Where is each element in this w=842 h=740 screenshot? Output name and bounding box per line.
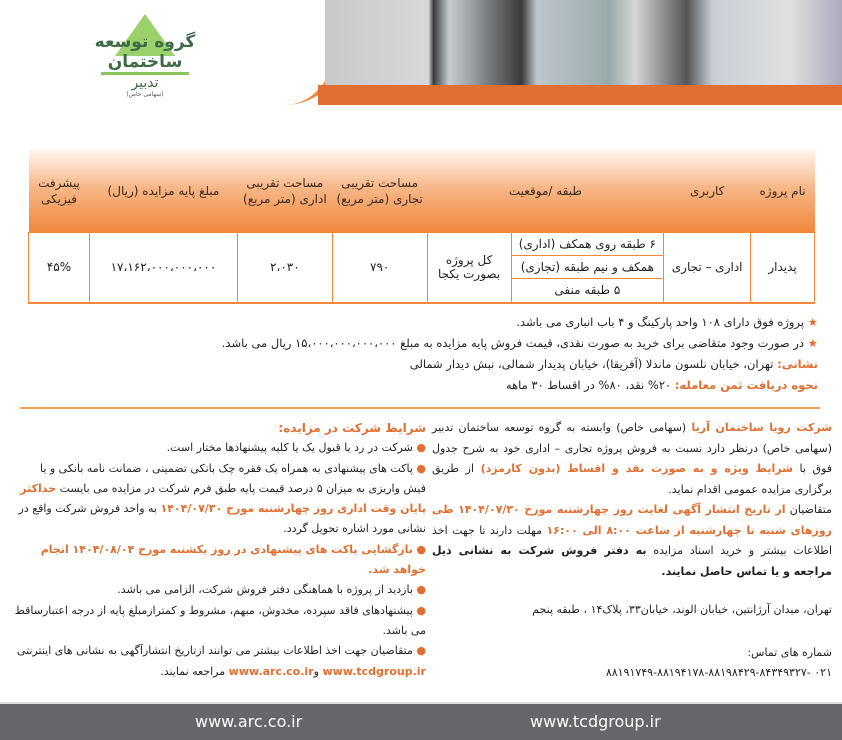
office-address: تهران، میدان آرژانتین، خیابان الوند، خیابان۳۳، پلاک۱۴ ، طبقه پنجم	[532, 603, 832, 616]
floor-item: ۶ طبقه روی همکف (اداری)	[512, 233, 664, 256]
deadline: از تاریخ انتشار آگهی لغایت روز چهارشنبه مورخ ۱۴۰۴/۰۷/۳۰ طی روزهای شنبه تا چهارشنبه از ساعت ۸:۰۰ الی ۱۶:۰۰	[432, 503, 832, 537]
header-commercial-area: مساحت تقریبی تجاری (متر مربع)	[332, 150, 427, 232]
opening-date: بازگشایی پاکت های پیشنهادی در روز یکشنبه مورخ ۱۴۰۴/۰۸/۰۴ انجام خواهد شد.	[40, 542, 426, 577]
deadline: حداکثر پایان وقت اداری روز چهارشنبه مورخ ۱۴۰۴/۰۷/۳۰	[20, 481, 426, 516]
arc-link[interactable]: www.arc.co.ir	[228, 664, 314, 678]
bullet-icon: ●	[412, 542, 426, 556]
cell-usage: اداری – تجاری	[664, 232, 751, 303]
cell-floors	[511, 232, 664, 303]
desc-text: از طریق برگزاری مزایده عمومی اقدام نماید.	[432, 462, 832, 496]
project-table	[28, 150, 815, 304]
logo-subtext: تدبیر	[101, 72, 188, 91]
desc-text: (سهامی خاص) وابسته به گروه توسعه ساختمان تدبیر (سهامی خاص) درنظر دارد نسبت به فروش پروژه تجاری – اداری خود به شرح جدول فوق با	[432, 421, 833, 475]
company-name: شرکت رویا ساختمان آریا	[691, 421, 832, 434]
company-logo	[60, 14, 230, 98]
header-progress: پیشرفت فیزیکی	[29, 150, 90, 232]
bullet-icon: ●	[412, 644, 426, 658]
condition-item: متقاضیان جهت اخذ اطلاعات بیشتر می توانند ازتاریخ انتشارآگهی به نشانی های اینترنتی	[16, 644, 413, 658]
logo-note: (سهامی خاص)	[126, 91, 164, 98]
cell-position: کل پروژه بصورت یکجا	[427, 232, 511, 303]
desc-text: متقاضیان	[785, 503, 832, 516]
condition-item: مراجعه نمایند.	[160, 664, 229, 678]
table-row	[29, 232, 815, 303]
cell-commercial-area: ۷۹۰	[332, 232, 427, 303]
payment-label: نحوه دریافت ثمن معامله:	[674, 378, 818, 392]
project-address: تهران، خیابان نلسون ماندلا (آفریقا)، خیابان پدیدار شمالی، نبش دیدار شمالی	[409, 357, 774, 371]
phones-label: شماره های تماس:	[747, 645, 832, 659]
cell-base-price: ۱۷،۱۶۲،۰۰۰،۰۰۰،۰۰۰	[90, 232, 238, 303]
bullet-icon: ●	[412, 441, 426, 455]
condition-item: به واحد فروش شرکت واقع در نشانی مورد اشاره تحویل گردد.	[18, 502, 426, 536]
desc-text: مهلت دارند تا جهت اخذ اطلاعات بیشتر و خرید اسناد مزایده	[432, 523, 832, 557]
table-header	[29, 150, 815, 232]
tcdgroup-link[interactable]: www.tcdgroup.ir	[322, 664, 426, 678]
special-terms: شرایط ویژه و به صورت نقد و اقساط (بدون کارمزد)	[480, 462, 793, 475]
star-icon: ★	[804, 336, 818, 350]
header-usage: کاربری	[664, 150, 751, 232]
auction-conditions	[14, 418, 426, 682]
condition-item: پاکت های پیشنهادی به همراه یک فقره چک بانکی تضمینی ، ضمانت نامه بانکی و یا فیش واریزی به میزان ۵ درصد قیمت پایه طبق فرم شرکت در مزایده می بایست	[39, 461, 426, 495]
condition-item: پیشنهادهای فاقد سپرده، مخدوش، مبهم، مشروط و کمترازمبلغ پایه از درجه اعتبارساقط می باشد.	[14, 603, 426, 637]
floor-item: ۵ طبقه منفی	[554, 283, 621, 297]
condition-item: شرکت در رد یا قبول یک یا کلیه پیشنهادها مختار است.	[166, 441, 413, 455]
orange-band	[318, 85, 842, 105]
auction-description	[432, 418, 832, 684]
conjunction: و	[313, 664, 323, 678]
cell-name: پدیدار	[751, 232, 815, 303]
desc-text: به دفتر فروش شرکت به نشانی ذیل مراجعه و یا تماس حاصل نمایند.	[432, 544, 832, 578]
floor-item: همکف و نیم طبقه (تجاری)	[512, 256, 664, 279]
conditions-title: شرایط شرکت در مزایده:	[278, 421, 426, 435]
cell-progress: ۴۵%	[29, 232, 90, 303]
bullet-icon: ●	[412, 603, 426, 617]
header-base-price: مبلغ پایه مزایده (ریال)	[90, 150, 238, 232]
footer-arc-link[interactable]: www.arc.co.ir	[195, 712, 303, 731]
footer-tcdgroup-link[interactable]: www.tcdgroup.ir	[530, 712, 661, 731]
note-cash-price: در صورت وجود متقاضی برای خرید به صورت نقدی، قیمت فروش پایه مزایده به مبلغ ۱۵،۰۰۰،۰۰۰،۰۰۰،۰۰۰ ریال می باشد.	[221, 336, 805, 350]
building-photo	[325, 0, 842, 85]
footer-bar	[0, 702, 842, 740]
divider	[20, 407, 820, 409]
address-label: نشانی:	[777, 357, 818, 371]
header-name: نام پروژه	[751, 150, 815, 232]
star-icon: ★	[804, 315, 818, 329]
condition-item: بازدید از پروژه با هماهنگی دفتر فروش شرکت، الزامی می باشد.	[117, 583, 413, 597]
header-floor: طبقه /موقعیت	[427, 150, 664, 232]
note-parking: پروژه فوق دارای ۱۰۸ واحد پارکینگ و ۴ باب انباری می باشد.	[516, 315, 805, 329]
payment-terms: ۲۰% نقد، ۸۰% در اقساط ۳۰ ماهه	[505, 378, 672, 392]
phone-numbers: ۰۲۱ -۸۸۱۹۱۷۴۹-۸۸۱۹۴۱۷۸-۸۸۱۹۸۴۲۹-۸۴۳۴۹۳۲۷	[605, 666, 832, 679]
bullet-icon: ●	[412, 583, 426, 597]
header-office-area: مساحت تقریبی اداری (متر مربع)	[237, 150, 332, 232]
cell-office-area: ۲،۰۳۰	[237, 232, 332, 303]
logo-text: گروه توسعه ساختمان	[94, 32, 196, 72]
project-notes	[100, 312, 818, 396]
bullet-icon: ●	[412, 461, 426, 475]
